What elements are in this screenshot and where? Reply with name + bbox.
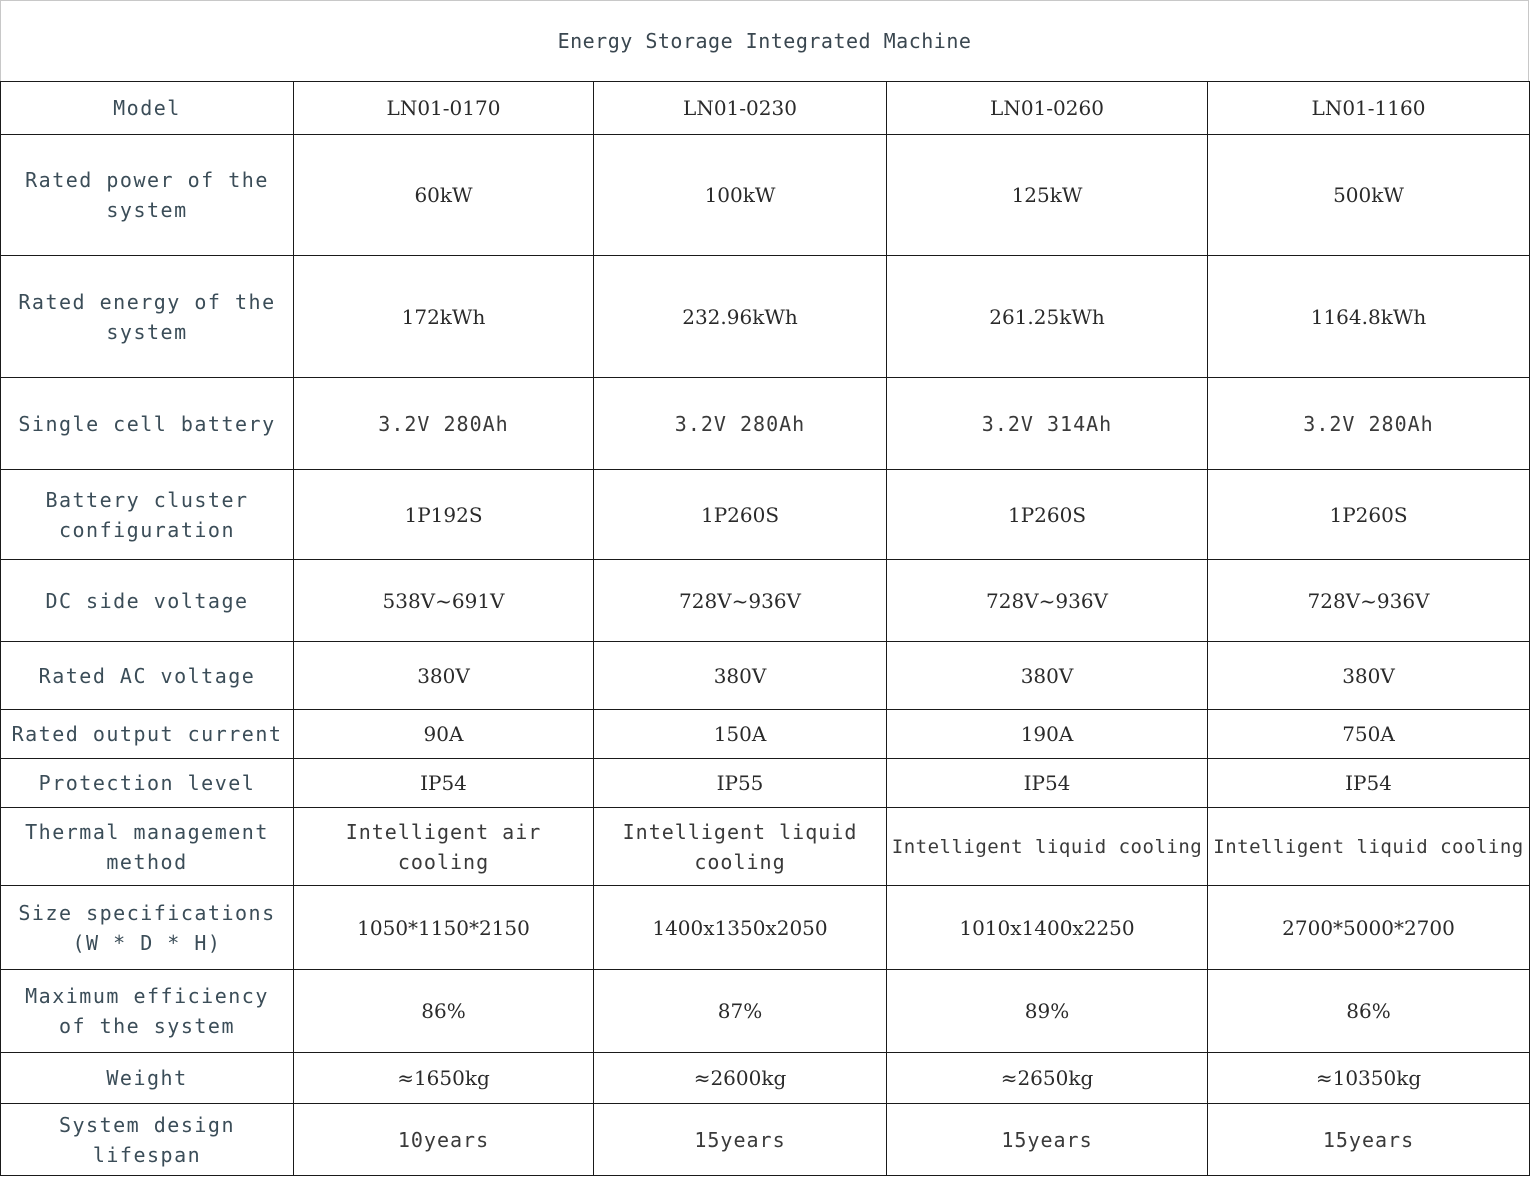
table-cell: 1164.8kWh [1208,256,1530,378]
table-row-ac-voltage [1,642,1530,710]
table-cell: 1P192S [294,470,594,560]
table-cell: LN01-1160 [1208,82,1530,135]
row-label: Rated output current [1,710,294,759]
table-cell: 90A [294,710,594,759]
table-cell: 125kW [887,135,1208,256]
table-row-protection-level [1,759,1530,808]
table-cell: 89% [887,970,1208,1053]
spec-table [0,81,1530,1176]
table-cell: ≈2600kg [594,1053,887,1104]
row-label: DC side voltage [1,560,294,642]
table-cell: 60kW [294,135,594,256]
table-cell: 15years [594,1104,887,1176]
row-label: Weight [1,1053,294,1104]
table-cell: 10years [294,1104,594,1176]
table-cell: 1P260S [1208,470,1530,560]
table-cell: 1010x1400x2250 [887,886,1208,970]
table-cell: Intelligent liquid cooling [1208,808,1530,886]
table-cell: 1050*1150*2150 [294,886,594,970]
row-label: Rated AC voltage [1,642,294,710]
table-cell: 2700*5000*2700 [1208,886,1530,970]
table-row-weight [1,1053,1530,1104]
table-row-size-specs [1,886,1530,970]
table-cell: 728V~936V [1208,560,1530,642]
table-cell: LN01-0260 [887,82,1208,135]
table-row-rated-power [1,135,1530,256]
table-cell: Intelligent liquid cooling [594,808,887,886]
table-cell: 3.2V 280Ah [1208,378,1530,470]
row-label: Model [1,82,294,135]
table-cell: 380V [1208,642,1530,710]
table-cell: 500kW [1208,135,1530,256]
table-row-model [1,82,1530,135]
table-cell: 1P260S [887,470,1208,560]
table-cell: Intelligent liquid cooling [887,808,1208,886]
table-cell: 728V~936V [887,560,1208,642]
table-cell: LN01-0170 [294,82,594,135]
table-cell: ≈1650kg [294,1053,594,1104]
row-label: Protection level [1,759,294,808]
table-cell: 15years [887,1104,1208,1176]
table-cell: 87% [594,970,887,1053]
table-cell: IP54 [1208,759,1530,808]
table-cell: 86% [294,970,594,1053]
table-row-design-lifespan [1,1104,1530,1176]
table-cell: 380V [887,642,1208,710]
table-row-output-current [1,710,1530,759]
row-label: Battery cluster configuration [1,470,294,560]
table-cell: 3.2V 280Ah [594,378,887,470]
table-title: Energy Storage Integrated Machine [0,0,1529,81]
row-label: Rated power of the system [1,135,294,256]
row-label: Maximum efficiency of the system [1,970,294,1053]
table-row-rated-energy [1,256,1530,378]
table-cell: 150A [594,710,887,759]
table-cell: 261.25kWh [887,256,1208,378]
table-cell: 232.96kWh [594,256,887,378]
table-row-single-cell [1,378,1530,470]
table-cell: 728V~936V [594,560,887,642]
table-cell: 380V [594,642,887,710]
table-cell: IP55 [594,759,887,808]
table-cell: 86% [1208,970,1530,1053]
row-label: Rated energy of the system [1,256,294,378]
table-row-battery-cluster [1,470,1530,560]
table-cell: 100kW [594,135,887,256]
row-label: System design lifespan [1,1104,294,1176]
table-cell: 1400x1350x2050 [594,886,887,970]
table-cell: 172kWh [294,256,594,378]
row-label: Size specifications (W * D * H) [1,886,294,970]
table-cell: 380V [294,642,594,710]
table-cell: 3.2V 280Ah [294,378,594,470]
table-row-thermal-management [1,808,1530,886]
table-row-max-efficiency [1,970,1530,1053]
row-label: Thermal management method [1,808,294,886]
table-cell: ≈10350kg [1208,1053,1530,1104]
table-cell: 3.2V 314Ah [887,378,1208,470]
table-cell: 15years [1208,1104,1530,1176]
table-cell: IP54 [887,759,1208,808]
table-cell: 1P260S [594,470,887,560]
table-cell: 538V~691V [294,560,594,642]
table-row-dc-voltage [1,560,1530,642]
table-cell: ≈2650kg [887,1053,1208,1104]
table-cell: 190A [887,710,1208,759]
row-label: Single cell battery [1,378,294,470]
table-cell: IP54 [294,759,594,808]
table-cell: 750A [1208,710,1530,759]
table-cell: Intelligent air cooling [294,808,594,886]
table-cell: LN01-0230 [594,82,887,135]
